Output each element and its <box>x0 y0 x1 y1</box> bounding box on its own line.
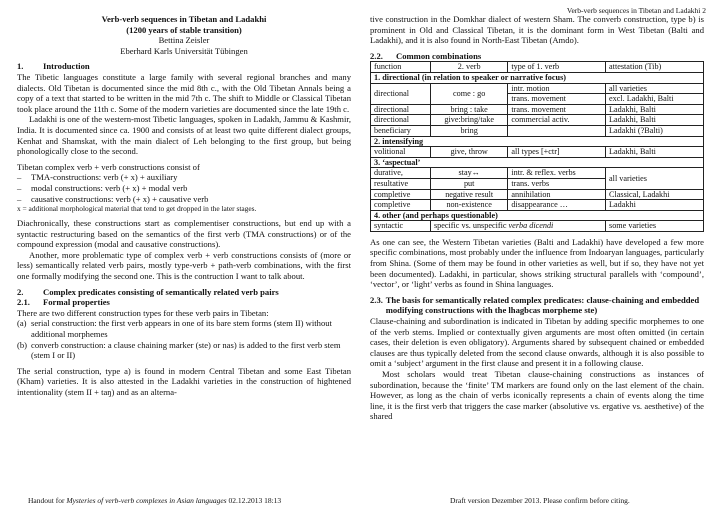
table-row <box>371 104 704 115</box>
table-cell <box>430 221 605 232</box>
table-cell: intr. motion <box>508 83 606 94</box>
paragraph: Most scholars would treat Tibetan clause-chaining constructions as instances of subordination, because the ‘finite’ TM markers are found only on the last element of the chain. However, as long as the chain of verbs iconically represents a chain of events along the time line, it is the first verb that triggers the case marker (absolutive vs. ergative vs. aesthetive) of the shared <box>370 369 704 422</box>
paper-title: Verb-verb sequences in Tibetan and Ladakhi <box>101 14 267 24</box>
table-group-label: 1. directional (in relation to speaker or narrative focus) <box>371 72 704 83</box>
list-item-text: converb construction: a clause chaining marker (ste) or nas) is added to the first verb stem (stem I or II) <box>31 339 341 361</box>
table-cell: non-existence <box>430 200 507 211</box>
paragraph: Clause-chaining and subordination is indicated in Tibetan by adding specific morphemes to one of the verb stems. Implied or contextually given arguments are most often omitted (in certain cases, their deletion is even obligatory). Arguments shared by subsequent chained or embedded clauses are thus typically deleted from the second clause onwards, although it is also possible to omit a ‘subject’ argument in the first clause and present it in a following clause. <box>370 316 704 369</box>
table-header: function <box>371 62 431 73</box>
table-cell: directional <box>371 115 431 126</box>
table-cell: excl. Ladakhi, Balti <box>606 94 704 105</box>
subsection-title: The basis for semantically related complex predicates: clause-chaining and embedded modifying constructions with the lhagbcas morpheme ste) <box>385 294 700 316</box>
paragraph: There are two different construction types for these verb pairs in Tibetan: <box>17 307 269 318</box>
subsection-title: Formal properties <box>43 297 110 308</box>
table-cell: intr. & reflex. verbs <box>508 168 606 179</box>
table-cell: Ladakhi, Balti <box>606 115 704 126</box>
table-cell: directional <box>371 83 431 104</box>
table-cell: commercial activ. <box>508 115 606 126</box>
right-column <box>370 14 704 422</box>
table-cell: syntactic <box>371 221 431 232</box>
list-marker: (a) <box>17 318 27 329</box>
paragraph: Another, more problematic type of complex verb + verb constructions consists of (more or less) semantically related verb pairs, mostly type-verb + path-verb combinations, with the first one formally modifying the second one. This is the contruction I want to talk about. <box>17 249 351 282</box>
table-cell: all varieties <box>606 168 704 189</box>
table-cell: all types [+ctr] <box>508 147 606 158</box>
left-column <box>17 14 351 398</box>
section-1-heading <box>17 61 351 72</box>
table-cell: stay↔ <box>430 168 507 179</box>
subsection-2-2-heading <box>370 51 704 62</box>
subsection-number: 2.2. <box>370 50 383 61</box>
paragraph: The serial construction, type a) is found in modern Central Tibetan and some East Tibetan (Kham) varieties. It is also attested in the Ladakhi varieties in the construction of hightened intentionality (stem II + taŋ) and as an alterna- <box>17 365 351 397</box>
section-2-heading <box>17 287 351 298</box>
table-cell: negative result <box>430 189 507 200</box>
table-cell: some varieties <box>606 221 704 232</box>
table-row <box>371 221 704 232</box>
table-cell: completive <box>371 189 431 200</box>
table-group-label: 3. ‘aspectual’ <box>371 157 704 168</box>
running-head: Verb-verb sequences in Tibetan and Ladakhi 2 <box>566 6 706 15</box>
table-cell: all varieties <box>606 83 704 94</box>
table-cell: beneficiary <box>371 125 431 136</box>
footer-text: Handout for <box>28 496 67 505</box>
table-cell: annihilation <box>508 189 606 200</box>
table-header: attestation (Tib) <box>606 62 704 73</box>
list-marker: (b) <box>17 339 28 350</box>
subsection-2-1-heading <box>17 297 351 308</box>
table-cell: put <box>430 178 507 189</box>
paragraph: Ladakhi is one of the western-most Tibetic languages, spoken in Ladakh, Jammu & Kashmir, India. It is documented since ca. 1900 and consists of at least two quite different dialect groups, Kenhat and Shamskat, with the main dialect of Leh belonging to the first group, but being phonologically close to the second. <box>17 114 351 157</box>
table-cell: come : go <box>430 83 507 104</box>
table-cell-text: specific vs. unspecific <box>433 221 507 231</box>
table-row <box>371 147 704 158</box>
table-cell: completive <box>371 200 431 211</box>
table-row <box>371 83 704 94</box>
subsection-number: 2.3. <box>370 294 383 305</box>
combinations-table <box>370 61 704 232</box>
footnote-x: x = additional morphological material that tend to get dropped in the later stages. <box>17 204 257 214</box>
paragraph: The Tibetic languages constitute a large family with several regional branches and many dialects. Old Tibetan is documented since the mid 8th c., with the Old Tibetan Annals being a copy of a text that started to be written in the mid 7th c. The shift to Middle or Classical Tibetan took place around the 11th c. Some of the modern varieties are documented since the late 19th c. <box>17 71 351 114</box>
table-cell-italic: verba dicendi <box>508 221 554 231</box>
footer-conference: Mysteries of verb-verb complexes in Asian languages <box>66 496 227 505</box>
list-dash: – <box>17 172 22 183</box>
table-cell: directional <box>371 104 431 115</box>
list-item <box>17 183 351 194</box>
table-cell: volitional <box>371 147 431 158</box>
subsection-title: Common combinations <box>396 50 482 61</box>
list-item <box>17 340 351 361</box>
table-cell: Ladakhi, Balti <box>606 147 704 158</box>
table-row <box>371 168 704 179</box>
table-header-row <box>371 62 704 73</box>
table-group-row <box>371 157 704 168</box>
section-number: 2. <box>17 286 24 297</box>
list-dash: – <box>17 182 22 193</box>
paper-subtitle: (1200 years of stable transition) <box>126 24 242 35</box>
paragraph: As one can see, the Western Tibetan varieties (Balti and Ladakhi) have developed a few more specific combinations, most probably under the influence from Indoaryan languages, particularly from Shina. (Some of them may be found in other varieties as well, but if so, they have not yet been documented). Ladakhi, in particular, shows striking structural parallels with ‘compound’, ‘vector’, or ‘light’ verbs as found in Shina languages. <box>370 236 704 290</box>
section-number: 1. <box>17 61 24 72</box>
table-cell: Ladakhi (?Balti) <box>606 125 704 136</box>
list-item-text: modal constructions: verb (+ x) + modal verb <box>31 182 188 193</box>
table-cell: resultative <box>371 178 431 189</box>
table-row <box>371 125 704 136</box>
table-group-row <box>371 136 704 147</box>
table-group-row <box>371 72 704 83</box>
table-cell: disappearance … <box>508 200 606 211</box>
table-cell: durative, <box>371 168 431 179</box>
section-title: Complex predicates consisting of semantically related verb pairs <box>43 286 279 297</box>
table-row <box>371 200 704 211</box>
list-item-text: causative constructions: verb (+ x) + causative verb <box>31 193 209 204</box>
table-cell: Ladakhi <box>606 200 704 211</box>
table-cell: give:bring/take <box>430 115 507 126</box>
footer-date: 02.12.2013 18:13 <box>226 496 282 505</box>
list-item-text: serial construction: the first verb appears in one of its bare stem forms (stem II) without additional morphemes <box>31 318 332 340</box>
list-item <box>17 194 351 205</box>
affiliation: Eberhard Karls Universität Tübingen <box>120 45 248 56</box>
footer-left <box>28 496 281 505</box>
list-item-text: TMA-constructions: verb (+ x) + auxiliary <box>31 172 178 183</box>
table-row <box>371 115 704 126</box>
subsection-number: 2.1. <box>17 297 30 308</box>
table-cell: trans. movement <box>508 104 606 115</box>
table-cell <box>508 125 606 136</box>
author: Bettina Zeisler <box>158 35 210 46</box>
section-title: Introduction <box>43 61 90 72</box>
table-cell: Ladakhi, Balti <box>606 104 704 115</box>
list-intro: Tibetan complex verb + verb constructions consist of <box>17 161 200 172</box>
table-cell: give, throw <box>430 147 507 158</box>
table-group-row <box>371 210 704 221</box>
table-header: 2. verb <box>430 62 507 73</box>
table-group-label: 2. intensifying <box>371 136 704 147</box>
list-item <box>17 172 351 183</box>
table-cell: trans. verbs <box>508 178 606 189</box>
subsection-2-3-heading <box>370 295 704 316</box>
list-item <box>17 318 351 339</box>
list-dash: – <box>17 193 22 204</box>
table-row <box>371 189 704 200</box>
table-header: type of 1. verb <box>508 62 606 73</box>
paragraph: tive construction in the Domkhar dialect of western Sham. The converb construction, type b) is prominent in Old and Classical Tibetan, it is the dominant form in West Tibetan (Balti and Ladakhi), and it is also found in North-East Tibetan (Amdo). <box>370 14 704 46</box>
table-cell: bring <box>430 125 507 136</box>
table-cell: Classical, Ladakhi <box>606 189 704 200</box>
table-cell: trans. movement <box>508 94 606 105</box>
paragraph: Diachronically, these constructions start as complementiser constructions, but end up with a syntactic restructuring based on the semantics of the first verb (TMA constructions) or of the compound expression (modal and causative constructions). <box>17 218 351 250</box>
table-cell: bring : take <box>430 104 507 115</box>
table-group-label: 4. other (and perhaps questionable) <box>371 210 704 221</box>
footer-right: Draft version Dezember 2013. Please confirm before citing. <box>450 496 630 505</box>
